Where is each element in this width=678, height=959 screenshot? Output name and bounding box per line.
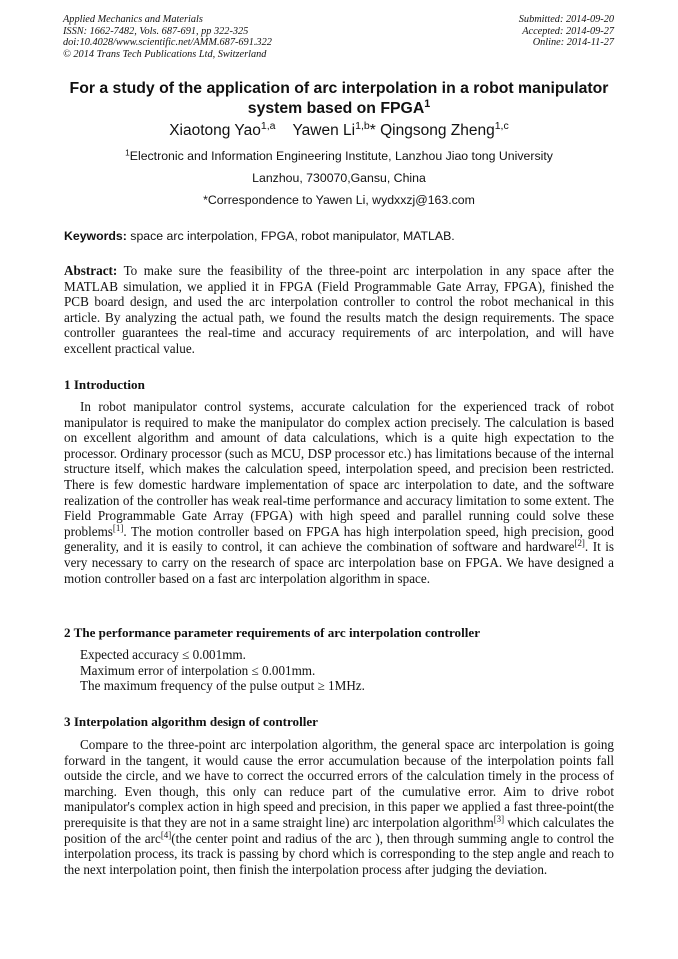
doi-line: doi:10.4028/www.scientific.net/AMM.687-691.322 — [63, 37, 272, 48]
requirement-error: Maximum error of interpolation ≤ 0.001mm. — [80, 662, 316, 678]
requirement-accuracy: Expected accuracy ≤ 0.001mm. — [80, 647, 246, 662]
keywords-label: Keywords: — [64, 229, 127, 243]
copyright-line: © 2014 Trans Tech Publications Ltd, Switzerland — [63, 48, 267, 60]
author-yao: Xiaotong Yao — [169, 122, 261, 139]
section-1-paragraph: In robot manipulator control systems, accurate calculation for the experienced track of robot manipulator is required to make the manipulator do complex action precisely. The calculation is based on excellent algorithm and amount of data calculations, which is a quite high expectation to the processor. Ordinary processor (such as MCU, DSP processor etc.) has limitations because of the internal structure itself, which makes the calculation speed, interpolation speed, and precision been restricted. There is few domestic hardware implementation of space arc interpolation to date, and the software realization of the controller has weak real-time performance and accuracy limitation to some extent. The Field Programmable Gate Array (FPGA) with high speed and parallel running could solve these problems[1]. The motion controller based on FPGA has high interpolation speed, high precision, good generality, and it is easily to control, it can achieve the combination of software and hardware[2]. It is very necessary to carry on the research of space arc interpolation base on FPGA. We have designed a motion controller based on a fast arc interpolation algorithm in space. — [64, 399, 615, 586]
affiliation-address: Lanzhou, 730070,Gansu, China — [252, 171, 426, 185]
title-line-1: For a study of the application of arc interpolation in a robot manipulator — [69, 80, 609, 97]
abstract-label: Abstract: — [64, 263, 118, 278]
section-1-heading: 1 Introduction — [64, 377, 145, 392]
author-li: Yawen Li — [292, 122, 356, 139]
citation-3: [3] — [493, 814, 505, 825]
keywords — [64, 228, 624, 244]
keywords-text: space arc interpolation, FPGA, robot manipulator, MATLAB. — [126, 229, 455, 243]
journal-header-left — [63, 14, 272, 60]
section-2-heading: 2 The performance parameter requirements of arc interpolation controller — [64, 625, 481, 640]
requirements-list — [80, 647, 600, 694]
affiliation-institute: $^1$Electronic and Information Engineering Institute, Lanzhou Jiao tong University — [125, 147, 553, 163]
requirement-frequency: The maximum frequency of the pulse output ≥ 1MHz. — [80, 678, 365, 694]
correspondence-line: *Correspondence to Yawen Li, wydxxzj@163.com — [203, 193, 475, 207]
citation-2: [2] — [574, 538, 585, 549]
section-3-paragraph: Compare to the three-point arc interpolation algorithm, the general space arc interpolation is going forward in the tangent, it would cause the error accumulation because of the interpolation points fall outside the circle, and we have to correct the occurred errors of the calculation timely in the process of marching. Even though, this only can reduce part of the cumulative error. Aim to drive robot manipulator's complex action in high speed and precision, in this paper we applied a fast three-point(the prerequisite is that they are not in a same straight line) arc interpolation algorithm[3] which calculates the position of the arc[4](the center point and radius of the arc ), then through summing angle to control the interpolation process, its track is passing by chord which is corresponding to the step angle and reach to the next interpolation point, then finish the interpolation process after judging the deviation. — [64, 737, 614, 877]
paper-title — [40, 79, 638, 119]
author-zheng: Qingsong Zheng — [380, 122, 495, 139]
citation-4: [4] — [160, 829, 172, 840]
online-date: Online: 2014-11-27 — [532, 37, 614, 48]
citation-1: [1] — [112, 522, 124, 533]
accepted-date: Accepted: 2014-09-27 — [522, 25, 614, 37]
section-3-heading: 3 Interpolation algorithm design of controller — [64, 714, 318, 729]
title-line-2: system based on FPGA$^1$ — [247, 98, 431, 117]
abstract — [64, 263, 614, 357]
journal-name: Applied Mechanics and Materials — [63, 14, 203, 25]
author-list: Xiaotong Yao$^{1,a}$ Yawen Li$^{1,b}$* Qingsong Zheng$^{1,c}$ — [169, 120, 509, 139]
abstract-text: To make sure the feasibility of the three-point arc interpolation in any space after the MATLAB simulation, we applied it in FPGA (Field Programmable Gate Array, FPGA), finished the PCB board design, and used the arc interpolation controller to control the robot mechanical in this article. By analyzing the actual path, we found the results match the design requirements. The space controller guarantees the real-time and accuracy requirements of arc interpolation, and will have excellent practical value. — [64, 263, 614, 356]
issn-line: ISSN: 1662-7482, Vols. 687-691, pp 322-325 — [63, 25, 249, 37]
submitted-date: Submitted: 2014-09-20 — [518, 14, 614, 25]
title-footnote-mark: 1 — [424, 98, 431, 111]
journal-header-right — [519, 14, 614, 49]
